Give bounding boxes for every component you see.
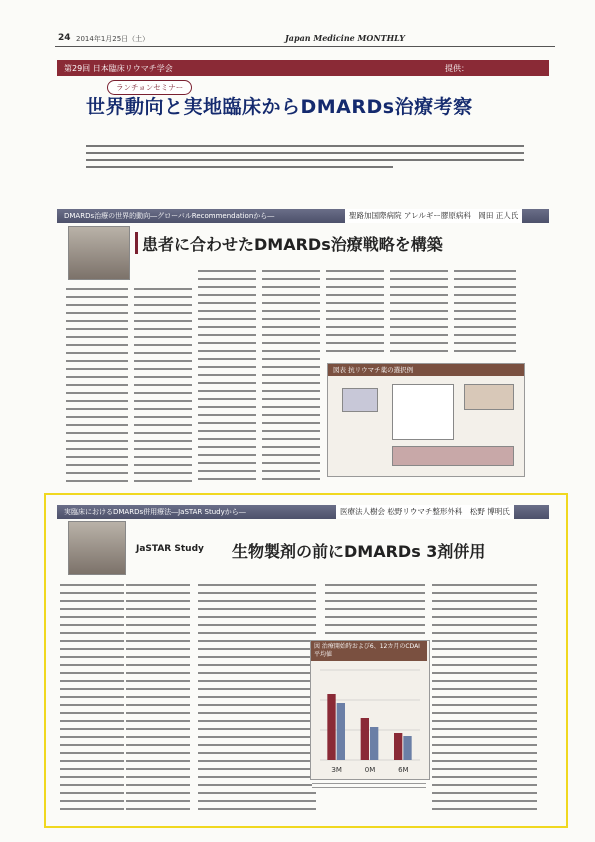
flow-box-right (464, 384, 514, 410)
chart-x-tick-label: 0M (364, 766, 376, 774)
newspaper-name: Japan Medicine MONTHLY (285, 33, 405, 43)
chart-bar (327, 694, 335, 760)
section2-speaker: 医療法人樹会 松野リウマチ整形外科 松野 博明氏 (336, 505, 514, 519)
study-label: JaSTAR Study (136, 544, 204, 554)
chart-footnote (312, 780, 426, 790)
chart-bar (337, 703, 345, 760)
section1-column-3 (198, 264, 256, 482)
section2-column-5 (432, 578, 537, 814)
section2-column-4 (325, 578, 425, 636)
flow-box-center (392, 384, 454, 440)
section1-column-2b (134, 282, 192, 482)
section2-column-1 (60, 578, 124, 814)
section1-column-5 (326, 264, 384, 354)
chart-x-labels (331, 766, 408, 774)
section1-speaker: 聖路加国際病院 アレルギー膠原病科 岡田 正人氏 (345, 209, 522, 223)
flow-box-bottom (392, 446, 514, 466)
chart-bar (403, 736, 411, 760)
section1-column-4 (262, 264, 320, 482)
chart-bar (370, 727, 378, 760)
chart-x-tick-label: ЗМ (331, 766, 342, 774)
seminar-tag: ランチョンセミナー (107, 80, 192, 95)
section2-column-2 (126, 578, 190, 814)
chart-x-tick-label: 6M (398, 766, 409, 774)
header-rule (55, 46, 555, 47)
chart-bar (394, 733, 402, 760)
speaker2-photo (68, 521, 126, 575)
section2-topic: 実臨床におけるDMARDs併用療法―JaSTAR Studyから― (64, 508, 246, 516)
cdai-bar-chart (312, 664, 426, 776)
section1-topic: DMARDs治療の世界的動向―グローバルRecommendationから― (64, 212, 275, 220)
section2-column-3 (198, 578, 316, 814)
section1-figure (327, 363, 525, 477)
symposium-sponsor: 提供： (445, 64, 469, 73)
section1-title: 患者に合わせたDMARDs治療戦略を構築 (142, 235, 443, 254)
section2-title: 生物製剤の前にDMARDs 3剤併用 (232, 542, 486, 561)
issue-date: 2014年1月25日（土） (76, 35, 150, 43)
section1-column-1 (66, 282, 128, 482)
speaker1-photo (68, 226, 130, 280)
section2-chart-title: 図 治療開始時および6、12カ月のCDAI平均値 (314, 643, 420, 658)
main-title: 世界動向と実地臨床からDMARDs治療考察 (86, 96, 473, 118)
symposium-name: 第29回 日本臨床リウマチ学会 (64, 64, 173, 73)
title-accent (135, 232, 138, 254)
section1-figure-caption: 図表 抗リウマチ薬の選択例 (333, 366, 414, 374)
chart-bars (327, 694, 411, 760)
flow-box-left (342, 388, 378, 412)
section1-column-7 (454, 264, 516, 354)
lead-text-block (86, 142, 524, 194)
chart-bar (361, 718, 369, 760)
page-number: 24 (58, 33, 71, 43)
section1-column-6 (390, 264, 448, 354)
